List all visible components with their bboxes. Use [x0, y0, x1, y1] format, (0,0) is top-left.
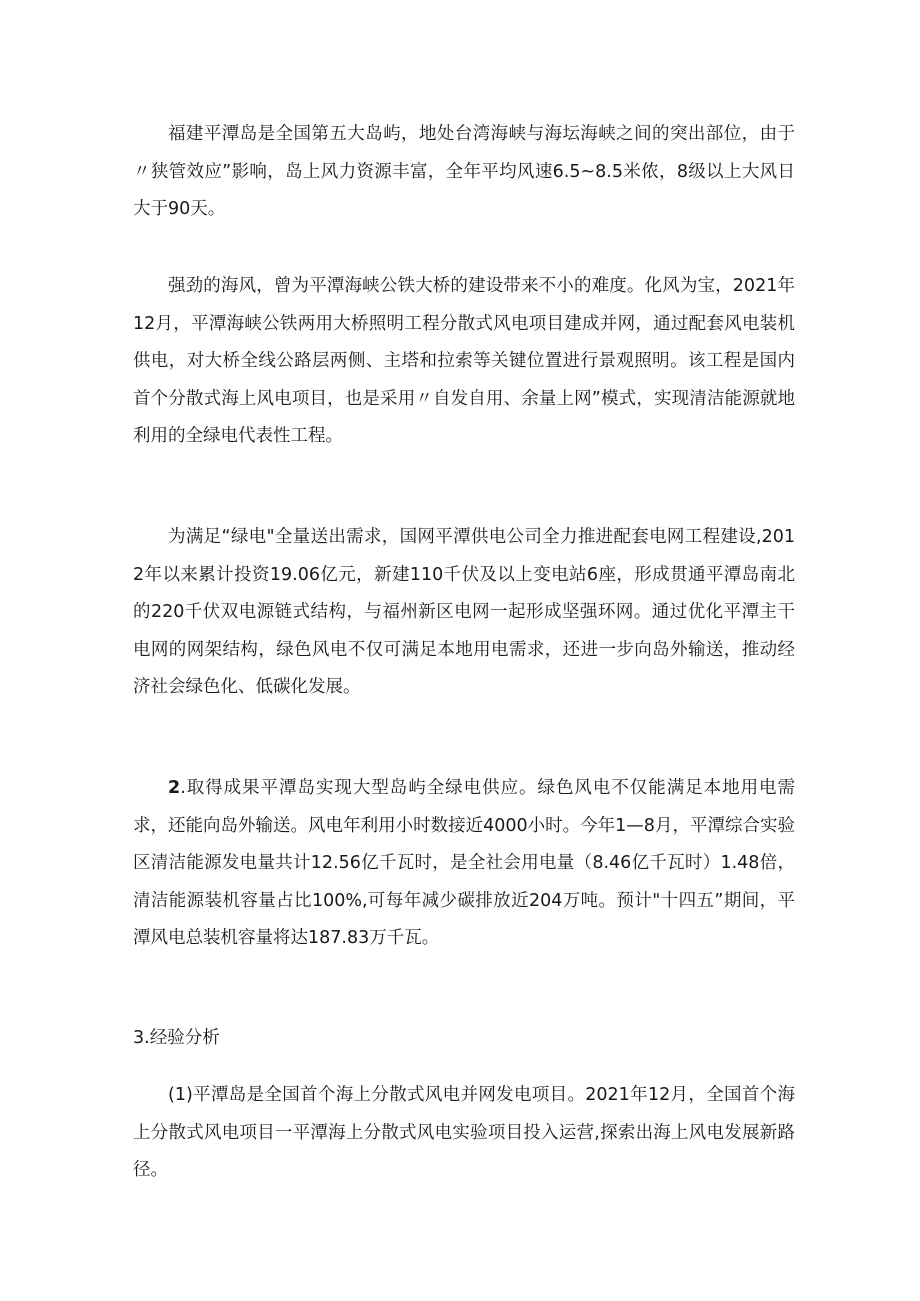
paragraph-3-text: 为满足“绿电"全量送出需求，国网平潭供电公司全力推进配套电网工程建设,2012年以来累计投资19.06亿元，新建110千伏及以上变电站6座，形成贯通平潭岛南北的220千伏双电源链式结构，与福州新区电网一起形成坚强环网。通过优化平潭主干电网的网架结构，绿色风电不仅可满足本地用电需求，还进一步向岛外输送，推动经济社会绿色化、低碳化发展。	[133, 527, 795, 697]
paragraph-4	[133, 770, 795, 958]
paragraph-2	[133, 268, 795, 456]
section-heading	[133, 1020, 795, 1058]
paragraph-3	[133, 519, 795, 707]
section-heading-text: 3.经验分析	[133, 1028, 220, 1048]
paragraph-1-text: 福建平潭岛是全国第五大岛屿，地处台湾海峡与海坛海峡之间的突出部位，由于〃狭管效应”影响，岛上风力资源丰富，全年平均风速6.5~8.5米侬，8级以上大风日大于90天。	[133, 124, 795, 219]
paragraph-1	[133, 116, 795, 229]
paragraph-2-text: 强劲的海风，曾为平潭海峡公铁大桥的建设带来不小的难度。化风为宝，2021年12月，平潭海峡公铁两用大桥照明工程分散式风电项目建成并网，通过配套风电装机供电，对大桥全线公路层两侧、主塔和拉索等关键位置进行景观照明。该工程是国内首个分散式海上风电项目，也是采用〃自发自用、余量上网”模式，实现清洁能源就地利用的全绿电代表性工程。	[133, 276, 795, 446]
paragraph-6-text: (1)平潭岛是全国首个海上分散式风电并网发电项目。2021年12月，全国首个海上分散式风电项目一平潭海上分散式风电实验项目投入运营,探索出海上风电发展新路径。	[133, 1085, 795, 1180]
paragraph-4-text: .取得成果平潭岛实现大型岛屿全绿电供应。绿色风电不仅能满足本地用电需求，还能向岛外输送。风电年利用小时数接近4000小时。今年1—8月，平潭综合实验区清洁能源发电量共计12.56亿千瓦时，是全社会用电量（8.46亿千瓦时）1.48倍，清洁能源装机容量占比100%,可每年减少碳排放近204万吨。预计"十四五”期间，平潭风电总装机容量将达187.83万千瓦。	[133, 778, 795, 948]
paragraph-6	[133, 1077, 795, 1190]
section-number: 2	[168, 778, 181, 798]
